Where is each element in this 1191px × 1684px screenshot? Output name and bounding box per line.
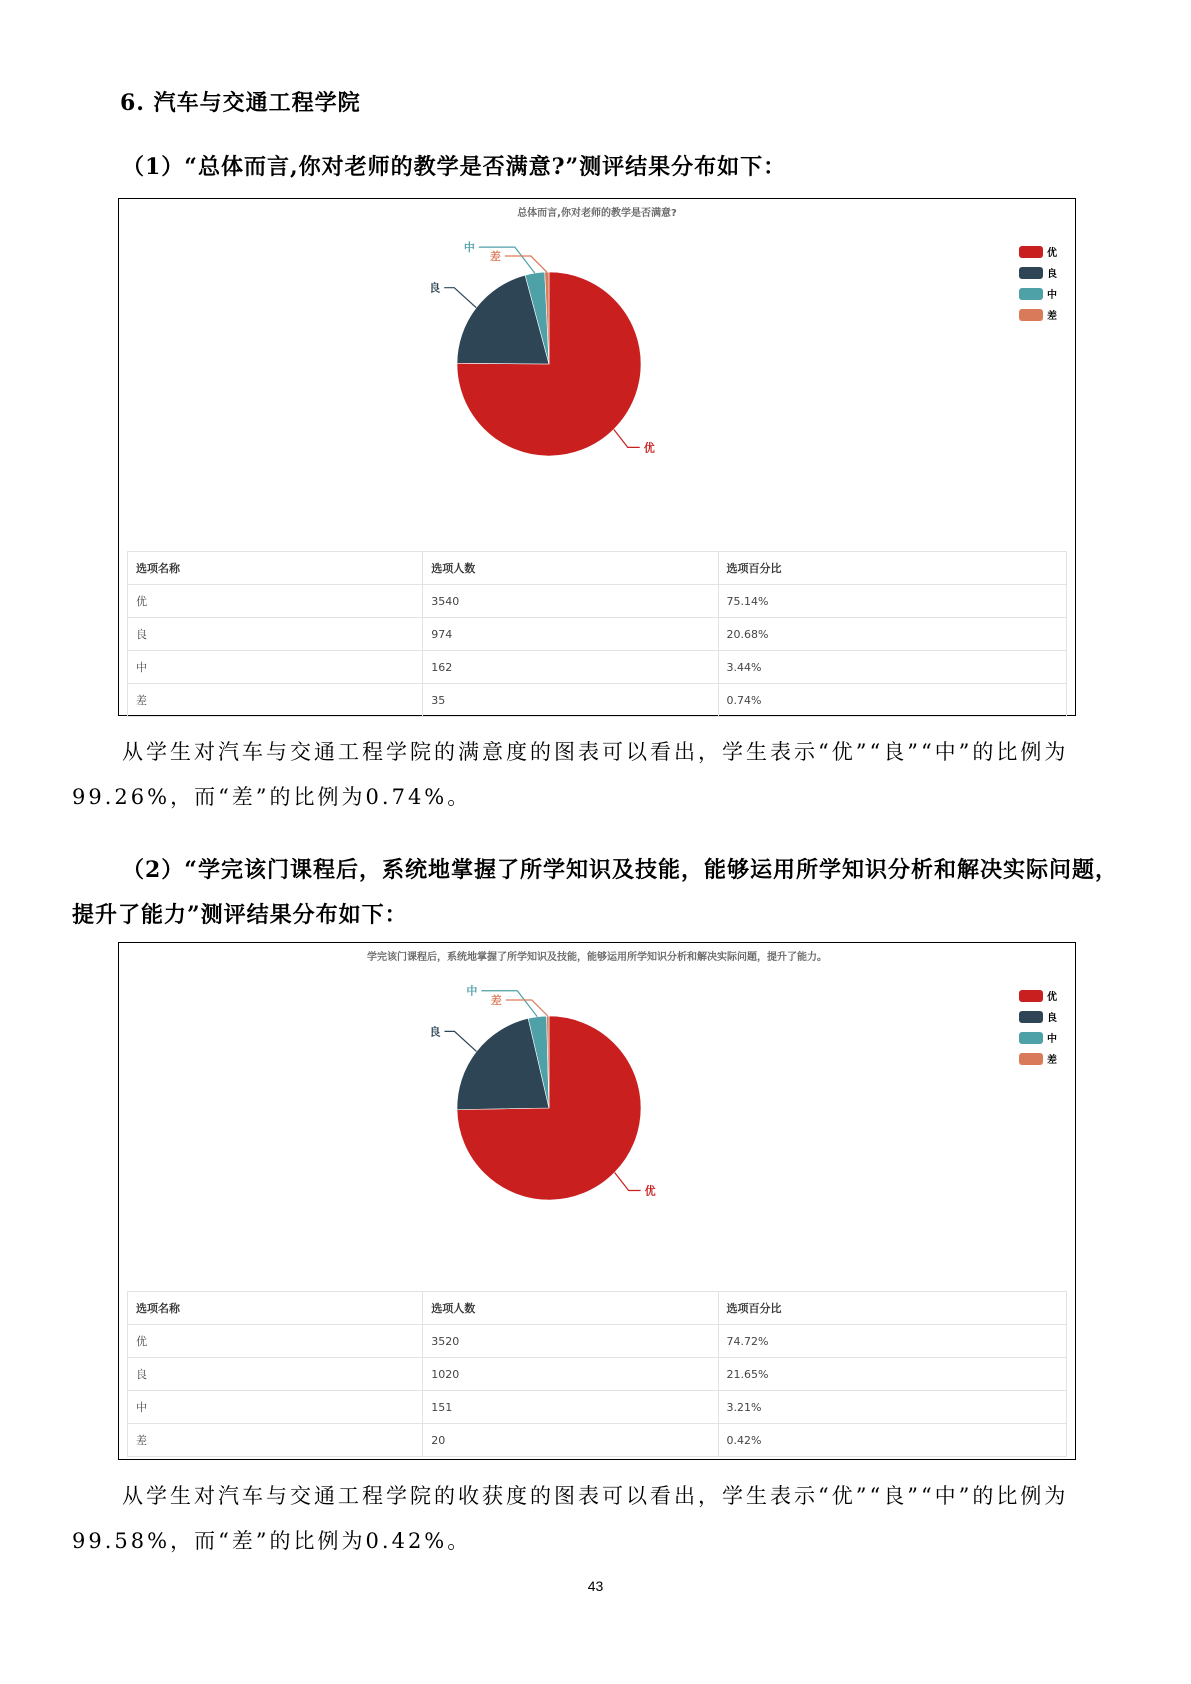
table-cell: 1020 (423, 1358, 718, 1391)
table-header-row (128, 552, 1067, 585)
legend-item-liang[interactable] (1019, 262, 1057, 283)
table-header: 选项百分比 (718, 1292, 1067, 1325)
legend-swatch-you (1019, 246, 1043, 258)
q1-pie-chart (119, 199, 819, 539)
table-header: 选项名称 (128, 552, 423, 585)
pie-label-cha: 差 (490, 994, 502, 1008)
table-cell: 0.42% (718, 1424, 1067, 1457)
q1-data-table (127, 551, 1067, 717)
q2-data-table (127, 1291, 1067, 1457)
table-row (128, 684, 1067, 717)
table-cell: 162 (423, 651, 718, 684)
table-row (128, 1391, 1067, 1424)
legend-swatch-you (1019, 990, 1043, 1002)
table-row (128, 1358, 1067, 1391)
table-cell: 优 (128, 585, 423, 618)
q2-pie-chart (119, 943, 819, 1283)
q1-chart-title: 总体而言,你对老师的教学是否满意? (517, 208, 677, 219)
pie-label-zhong: 中 (463, 241, 475, 255)
legend-item-cha[interactable] (1019, 1048, 1057, 1069)
table-header: 选项人数 (423, 1292, 718, 1325)
table-cell: 差 (128, 1424, 423, 1457)
table-cell: 20.68% (718, 618, 1067, 651)
legend-swatch-zhong (1019, 1032, 1043, 1044)
table-cell: 中 (128, 1391, 423, 1424)
table-cell: 良 (128, 1358, 423, 1391)
legend-swatch-liang (1019, 267, 1043, 279)
table-row (128, 585, 1067, 618)
pie-leader-line-zhong (479, 247, 535, 273)
q2-chart-box (118, 942, 1076, 1460)
legend-item-zhong[interactable] (1019, 1027, 1057, 1048)
table-cell: 0.74% (718, 684, 1067, 717)
table-cell: 74.72% (718, 1325, 1067, 1358)
pie-label-zhong: 中 (466, 984, 478, 998)
q1-legend (1019, 241, 1057, 325)
legend-swatch-liang (1019, 1011, 1043, 1023)
legend-label: 差 (1047, 1055, 1057, 1066)
pie-leader-line-you (615, 1172, 641, 1190)
section-heading: 6. 汽车与交通工程学院 (120, 90, 361, 116)
legend-item-liang[interactable] (1019, 1006, 1057, 1027)
table-header-row (128, 1292, 1067, 1325)
table-header: 选项人数 (423, 552, 718, 585)
table-cell: 良 (128, 618, 423, 651)
table-row (128, 618, 1067, 651)
table-cell: 35 (423, 684, 718, 717)
legend-label: 差 (1047, 311, 1057, 322)
table-header: 选项名称 (128, 1292, 423, 1325)
pie-label-cha: 差 (489, 250, 501, 264)
legend-label: 中 (1047, 1034, 1057, 1045)
q2-legend (1019, 985, 1057, 1069)
legend-item-cha[interactable] (1019, 304, 1057, 325)
table-header: 选项百分比 (718, 552, 1067, 585)
legend-label: 中 (1047, 290, 1057, 301)
page-number: 43 (587, 1578, 604, 1594)
legend-item-you[interactable] (1019, 241, 1057, 262)
table-cell: 151 (423, 1391, 718, 1424)
table-cell: 21.65% (718, 1358, 1067, 1391)
table-cell: 优 (128, 1325, 423, 1358)
table-cell: 3520 (423, 1325, 718, 1358)
q1-heading: （1）“总体而言,你对老师的教学是否满意?”测评结果分布如下： (122, 154, 787, 180)
table-cell: 20 (423, 1424, 718, 1457)
q2-paragraph: 从学生对汽车与交通工程学院的收获度的图表可以看出，学生表示“优”“良”“中”的比例为99.58%，而“差”的比例为0.42%。 (72, 1484, 1069, 1553)
table-cell: 3.44% (718, 651, 1067, 684)
pie-leader-line-liang (444, 1031, 476, 1051)
table-cell: 3.21% (718, 1391, 1067, 1424)
legend-label: 良 (1047, 1013, 1057, 1024)
pie-label-you: 优 (644, 1184, 656, 1198)
pie-leader-line-liang (444, 288, 476, 308)
legend-swatch-zhong (1019, 288, 1043, 300)
table-row (128, 1325, 1067, 1358)
q2-heading: （2）“学完该门课程后，系统地掌握了所学知识及技能，能够运用所学知识分析和解决实际问题，提升了能力”测评结果分布如下： (72, 857, 1118, 928)
table-row (128, 1424, 1067, 1457)
table-cell: 3540 (423, 585, 718, 618)
legend-swatch-cha (1019, 309, 1043, 321)
pie-label-liang: 良 (429, 281, 441, 295)
legend-swatch-cha (1019, 1053, 1043, 1065)
q2-chart-title: 学完该门课程后，系统地掌握了所学知识及技能，能够运用所学知识分析和解决实际问题，提升了能力。 (367, 952, 827, 963)
legend-item-you[interactable] (1019, 985, 1057, 1006)
pie-leader-line-you (614, 429, 640, 447)
table-cell: 差 (128, 684, 423, 717)
q1-chart-box (118, 198, 1076, 716)
table-cell: 中 (128, 651, 423, 684)
q1-paragraph: 从学生对汽车与交通工程学院的满意度的图表可以看出，学生表示“优”“良”“中”的比例为99.26%，而“差”的比例为0.74%。 (72, 740, 1069, 809)
pie-leader-line-zhong (481, 991, 537, 1017)
table-cell: 974 (423, 618, 718, 651)
legend-label: 优 (1047, 248, 1057, 259)
legend-label: 良 (1047, 269, 1057, 280)
legend-label: 优 (1047, 992, 1057, 1003)
pie-leader-line-cha (505, 256, 547, 272)
pie-label-liang: 良 (429, 1025, 441, 1039)
table-cell: 75.14% (718, 585, 1067, 618)
legend-item-zhong[interactable] (1019, 283, 1057, 304)
table-row (128, 651, 1067, 684)
pie-label-you: 优 (643, 441, 655, 455)
